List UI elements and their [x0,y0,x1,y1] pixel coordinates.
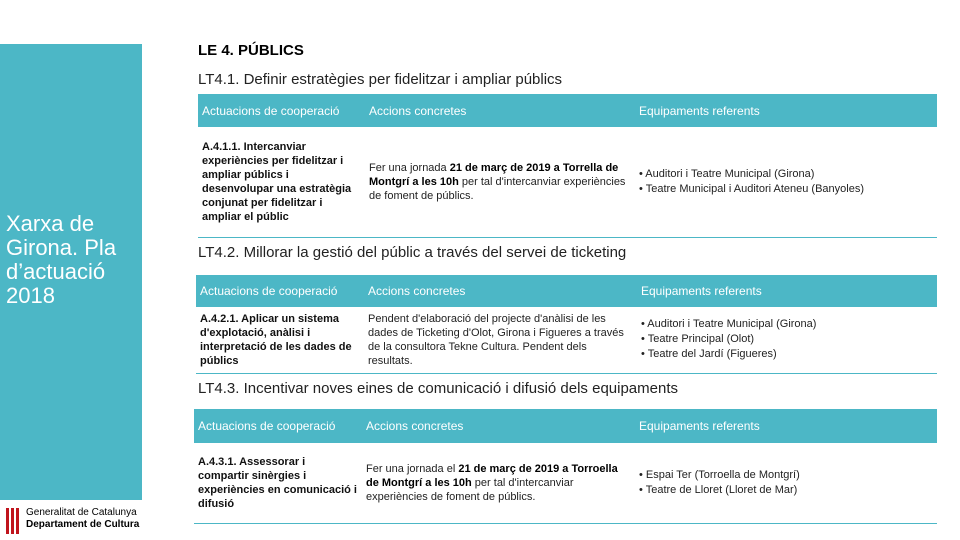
accio-text-post: per tal d'intercanviar experiències de foment de públics. [366,476,574,503]
accio-cell [365,127,635,237]
equipaments-cell [635,127,937,237]
equipament-item: • Teatre Municipal i Auditori Ateneu (Banyoles) [639,182,864,195]
logo-line1: Generalitat de Catalunya [26,507,137,518]
equipament-item: • Teatre de Lloret (Lloret de Mar) [639,483,798,496]
section-heading-lt41: LT4.1. Definir estratègies per fidelitzar i ampliar públics [198,71,563,88]
table-lt43 [194,409,937,524]
equipament-item: • Teatre Principal (Olot) [641,333,755,346]
section-heading-lt42: LT4.2. Millorar la gestió del públic a través del servei de ticketing [198,244,627,261]
equipaments-cell [637,307,937,373]
accio-date: 21 de març de 2019 a Torroella de Montgrí a les 10h [366,462,618,489]
accio-cell [362,443,635,523]
header-actuacions: Actuacions de cooperació [194,409,362,443]
table-row [198,127,937,237]
accio-text-pre: Fer una jornada [369,161,450,174]
page-heading: LE 4. PÚBLICS [198,42,304,59]
header-accions: Accions concretes [365,94,635,127]
table-lt41 [198,94,937,238]
accio-date: 21 de març de 2019 a Torrella de Montgrí a les 10h [369,161,619,188]
header-equipaments: Equipaments referents [635,94,937,127]
equipament-item: • Espai Ter (Torroella de Montgrí) [639,468,800,481]
equipament-item: • Teatre del Jardí (Figueres) [641,348,777,361]
table-header-row [196,275,937,307]
accio-text-post: per tal d'intercanviar experiències de foment de públics. [369,175,626,202]
logo-line2: Departament de Cultura [26,519,140,530]
generalitat-logo [2,506,152,536]
header-equipaments: Equipaments referents [635,409,937,443]
actuacio-cell: A.4.2.1. Aplicar un sistema d'explotació, anàlisi i interpretació de les dades de públics [196,307,364,373]
sidebar-panel [0,44,142,500]
equipaments-cell [635,443,937,523]
sidebar-title: Xarxa de Girona. Pla d’actuació 2018 [6,211,117,308]
table-header-row [194,409,937,443]
header-equipaments: Equipaments referents [637,275,937,307]
accio-cell: Pendent d'elaboració del projecte d'anàlisi de les dades de Ticketing d'Olot, Girona i Figueres a través de la consultora Tekne Cultura. Pendent dels resultats. [364,307,637,373]
actuacio-cell: A.4.3.1. Assessorar i compartir sinèrgies i experiències en comunicació i difusió [194,443,362,523]
header-accions: Accions concretes [362,409,635,443]
equipament-item: • Auditori i Teatre Municipal (Girona) [639,167,815,180]
actuacio-cell: A.4.1.1. Intercanviar experiències per fidelitzar i ampliar públics i desenvolupar una estratègia conjunat per fidelitzar i ampliar el públic [198,127,365,237]
table-row [196,307,937,373]
section-heading-lt43: LT4.3. Incentivar noves eines de comunicació i difusió dels equipaments [198,380,678,397]
table-row [194,443,937,523]
equipament-item: • Auditori i Teatre Municipal (Girona) [641,318,817,331]
table-lt42 [196,275,937,374]
header-accions: Accions concretes [364,275,637,307]
logo-text [26,507,139,531]
header-actuacions: Actuacions de cooperació [198,94,365,127]
header-actuacions: Actuacions de cooperació [196,275,364,307]
table-header-row [198,94,937,127]
accio-text-pre: Fer una jornada el [366,462,459,475]
generalitat-logo-icon [6,508,22,534]
